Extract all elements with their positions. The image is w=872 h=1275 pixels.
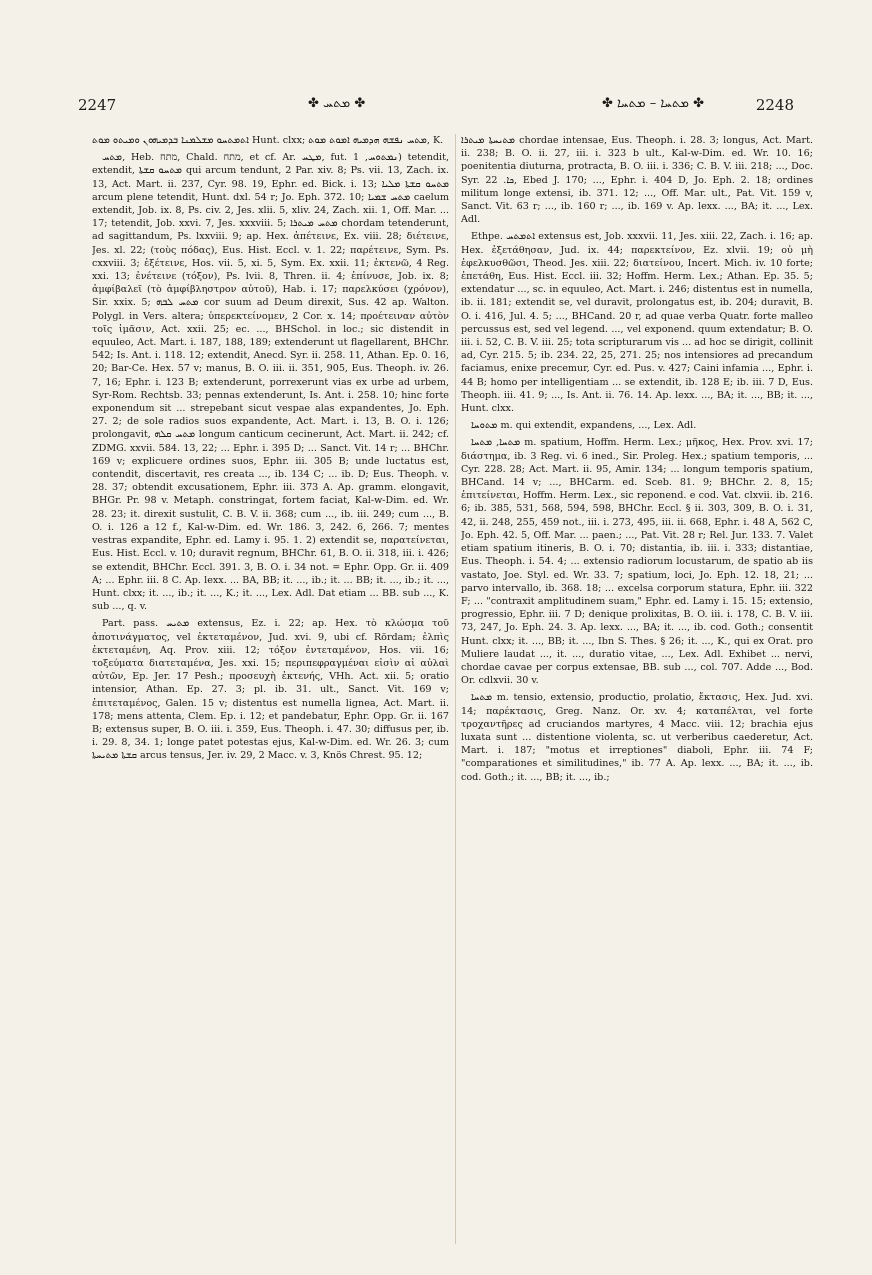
entry-paragraph: ܡܬܘܚܐ m. qui extendit, expandens, ..., Lex. Adl. [471, 420, 697, 432]
left-column [92, 134, 449, 1244]
entry-paragraph: ܡܬܝܚܬܐ ܡܝܬܪܐ chordae intensae, Eus. Theoph. i. 28. 3; longus, Act. Mart. ii. 238; B. O. ii. 27, iii. i. 323 b ult., Kal-w-Dim. ed. Wr. 10. 16; poenitentia diuturna, protracta, B. O. iii. i. 336; C. B. V. iii. 218; ..., Doc. Syr. ܟܐ. 22, Ebed J. 170; ..., Ephr. i. 404 D, Jo. Eph. 2. 18; ordines militum longe extensi, ib. 371. 12; ..., Off. Mar. ult., Pat. Vit. 159 v, Sanct. Vit. 63 r; ..., ib. 160 r; ..., ib. 169 v. Ap. lexx. ..., BA; it. ..., Lex. Adl. [461, 135, 813, 226]
entry-paragraph: ܡܬܚ, Heb. מתח, Chald. מתח, et cf. Ar. ܡܛܚ, fut. ܢܡܬܘܚ, 1) tetendit, extendit, ܡܬܚܘ ܩܫܬܐ qui arcum tendunt, 2 Par. xiv. 8; Ps. vii. 13, Zach. ix. 13, Act. Mart. ii. 237, Cyr. 98. 19, Ephr. ed. Bick. i. 13; ܡܬܚܘ ܩܫܬܐ ܡܠܝܐ arcum plene tetendit, Hunt. dxl. 54 r; Jo. Eph. 372. 10; ܡܬܚ ܫܡܝܐ caelum extendit, Job. ix. 8, Ps. civ. 2, Jes. xlii. 5, xliv. 24, Zach. xii. 1, Off. Mar. ... 17; tetendit, Job. xxvi. 7, Jes. xxxviii. 5; ܡܬܚ ܡܝܬܪܐ chordam tetenderunt, ad sagittandum, Ps. lxxviii. 9; ap. Hex. ἀπέτεινε, Ex. viii. 28; διέτεινε, Jes. xl. 22; (τοὺς πόδας), Eus. Hist. Eccl. v. 1. 22; παρέτεινε, Sym. Ps. cxxviii. 3; ἐξέτεινε, Hos. vii. 5, xi. 5, Sym. Ex. xxii. 11; ἐκτενῶ, 4 Reg. xxi. 13; ἐνέτεινε (τόξον), Ps. lvii. 8, Thren. ii. 4; ἐπίνυσε, Job. ix. 8; ἀμφίβαλεῖ (τὸ ἀμφίβληστρον αὐτοῦ), Hab. i. 17; παρελκύσει (χρόνον), Sir. xxix. 5; ܡܬܚ ܠܒܗ cor suum ad Deum direxit, Sus. 42 ap. Walton. Polygl. in Vers. altera; ὑπερεκτείνομεν, 2 Cor. x. 14; προέτειναν αὐτὸν τοῖς ἱμᾶσιν, Act. xxii. 25; ec. ..., BHSchol. in loc.; sic distendit in equuleo, Act. Mart. i. 187, 188, 189; extenderunt ut flagellarent, BHChr. 542; Is. Ant. i. 118. 12; extendit, Anecd. Syr. ii. 258. 11, Athan. Ep. 0. 16, 20; Bar-Ce. Hex. 57 v; manus, B. O. iii. ii. 351, 905, Eus. Theoph. iv. 26. 7, 16; Ephr. i. 123 B; extenderunt, porrexerunt vias ex urbe ad urbem, Syr-Rom. Rechtsb. 33; pennas extenderunt, Is. Ant. i. 258. 10; hinc forte exponendum sit ... strepebant sicut vespae alas expandentes, Jo. Eph. 27. 2; de sole radios suos expandente, Act. Mart. i. 13, B. O. i. 126; prolongavit, ܡܬܚ ܩܠܗ longum canticum cecinerunt, Act. Mart. ii. 242; cf. ZDMG. xxvii. 584. 13, 22; ... Ephr. i. 395 D; ... Sanct. Vit. 14 r; ... BHChr. 169 v; explicuere ordines suos, Ephr. iii. 305 B; unde luctatus est, contendit, discertavit, res creata ..., ib. 134 C; ... ib. D; Eus. Theoph. v. 28. 37; obtendit excusationem, Ephr. iii. 373 A. Ap. gramm. elongavit, BHGr. Pr. 98 v. Metaph. constringat, fortem faciat, Kal-w-Dim. ed. Wr. 28. 23; it. direxit sustulit, C. B. V. ii. 368; cum ..., ib. iii. 249; cum ..., B. O. i. 126 a 12 f., Kal-w-Dim. ed. Wr. 186. 3, 242. 6, 266. 7; mentes vestras expandite, Ephr. ed. Lamy i. 95. 1. 2) extendit se, παρατείνεται, Eus. Hist. Eccl. v. 10; duravit regnum, BHChr. 61, B. O. ii. 318, iii. i. 426; se extendit, BHChr. Eccl. 391. 3, B. O. i. 34 not. = Ephr. Opp. Gr. ii. 409 A; ... Ephr. iii. 8 C. Ap. lexx. ... BA, BB; it. ..., ib.; it. ... BB; it. ..., ib.; it. ..., Hunt. clxx; it. ..., ib.; it. ..., K.; it. ..., Lex. Adl. Dat etiam ... BB. sub ..., K. sub ..., q. v. [92, 152, 449, 613]
header-title-left: ✤ ܡܬܚ ✤ [308, 96, 366, 111]
running-header [78, 96, 794, 118]
header-title-right: ✤ ܡܬܚܐ – ܡܬܚܐ ✤ [601, 96, 704, 111]
entry-paragraph: ܐܬܡܬܚܘ ܡܫܠܡܢܐ ܒܕܡܝܗܘܢ ܘܡܝܬܘ ܡܘܬ Hunt. clxx; ܡܬܚ ܢܦܫܗ ܗܕܡܝܗ ܐܡܘܬ ܡܘܬ, K. [92, 135, 444, 146]
entry-paragraph: ܡܬܚܐ, ܡܬܚܐ m. spatium, Hoffm. Herm. Lex.; μῆκος, Hex. Prov. xvi. 17; διάστημα, ib. 3 Reg. vi. 6 ined., Sir. Proleg. Hex.; spatium temporis, ... Cyr. 228. 28; Act. Mart. ii. 95, Amir. 134; ... longum temporis spatium, BHCand. 14 v; ..., BHCarm. ed. Sceb. 81. 9; BHChr. 2. 8, 15; ἐπιτείνεται, Hoffm. Herm. Lex., sic reponend. e cod. Vat. clxvii. ib. 216. 6; ib. 385, 531, 568, 594, 598, BHChr. Eccl. § ii. 303, 309, B. O. i. 31, 42, ii. 248, 255, 459 not., iii. i. 273, 495, iii. ii. 668, Ephr. i. 48 A, 562 C, Jo. Eph. 42. 5, Off. Mar. ... paen.; ..., Pat. Vit. 28 r; Rel. Jur. 133. 7. Valet etiam spatium itineris, B. O. i. 70; distantia, ib. iii. i. 333; distantiae, Eus. Theoph. i. 54. 4; ... extensio radiorum locustarum, de spatio ab iis vastato, Joe. Styl. ed. Wr. 33. 7; spatium, loci, Jo. Eph. 12. 18, 21; ... parvo intervallo, ib. 368. 18; ... excelsa corporum statura, Ephr. iii. 322 F; ... "contraxit amplitudinem suam," Ephr. ed. Lamy i. 15. 15; extensio, progressio, Ephr. iii. 7 D; denique prolixitas, B. O. iii. i. 178, C. B. V. iii. 73, 247, Jo. Eph. 24. 3. Ap. lexx. ..., BA; it. ..., ib. cod. Goth.; consentit Hunt. clxx; it. ..., BB; it. ..., Ibn S. Thes. § 26; it. ..., K., qui ex Orat. pro Muliere laudat ..., it. ..., duratio vitae, ..., Lex. Adl. Exhibet ... nervi, chordae cavae per corpus extensae, BB. sub ..., col. 707. Adde ..., Bod. Or. cdlxvii. 30 v. [461, 437, 813, 687]
entry-paragraph: Ethpe. ܐܬܡܬܚ extensus est, Job. xxxvii. 11, Jes. xiii. 22, Zach. i. 16; ap. Hex. ἐξετάθησαν, Jud. ix. 44; παρεκτείνον, Ez. xlvii. 19; οὐ μὴ ἐφελκυσθῶσι, Theod. Jes. xiii. 22; διατείνου, Incert. Mich. iv. 10 forte; ἐπετάθη, Eus. Hist. Eccl. iii. 32; Hoffm. Herm. Lex.; Athan. Ep. 35. 5; extendatur ..., sc. in equuleo, Act. Mart. i. 246; distentus est in numella, ib. ii. 181; extendit se, vel duravit, prolongatus est, ib. 204; duravit, B. O. i. 416, Jul. 4. 5; ..., BHCand. 20 r, ad quae verba Quatr. forte malleo percussus est, sed vel legend. ..., vel exponend. quum extendatur; B. O. iii. i. 52, C. B. V. iii. 25; tota scripturarum vis ... ad hoc se dirigit, collinit ad, Cyr. 215. 5; ib. 234. 22, 25, 271. 25; nos intensiores ad precandum faciamus, enixe precemur, Cyr. ed. Pus. v. 427; Caini infamia ..., Ephr. i. 44 B; homo per intelligentiam ... se extendit, ib. 128 E; ib. iii. 7 D, Eus. Theoph. iii. 41. 9; ..., Is. Ant. ii. 76. 14. Ap. lexx. ..., BA; it. ..., BB; it. ..., Hunt. clxx. [461, 231, 813, 415]
page-number-left: 2247 [78, 96, 117, 114]
column-divider [455, 134, 456, 1244]
page-number-right: 2248 [755, 96, 794, 114]
entry-paragraph: ܡܬܚܐ m. tensio, extensio, productio, prolatio, ἔκτασις, Hex. Jud. xvi. 14; παρέκτασις, Greg. Nanz. Or. xv. 4; καταπέλται, vel forte τροχαντῆρες ad cruciandos martyres, 4 Macc. viii. 12; brachia ejus luxata sunt ... distentione violenta, sc. ut verberibus caederetur, Act. Mart. i. 187; "motus et irreptiones" diaboli, Ephr. iii. 74 F; "comparationes et similitudines," ib. 77 A. Ap. lexx. ..., BA; it. ..., ib. cod. Goth.; it. ..., BB; it. ..., ib.; [461, 692, 813, 783]
entry-paragraph: Part. pass. ܡܬܝܚ extensus, Ez. i. 22; ap. Hex. τὸ κλώσμα τοῦ ἀποτινάγματος, vel ἐκτεταμένον, Jud. xvi. 9, ubi cf. Rördam; ἐλπὶς ἐκτεταμένη, Aq. Prov. xiii. 12; τόξον ἐντεταμένον, Hos. vii. 16; τοξεύματα διατεταμένα, Jes. xxi. 15; περιπεφραγμέναι εἰσὶν αἱ αὐλαὶ αὐτῶν, Ep. Jer. 17 Pesh.; προσευχὴ ἐκτενής, VHh. Act. xii. 5; oratio intensior, Athan. Ep. 27. 3; pl. ib. 31. ult., Sanct. Vit. 169 v; ἐπιτεταμένος, Galen. 15 v; distentus est numella lignea, Act. Mart. ii. 178; mens attenta, Clem. Ep. i. 12; et pandebatur, Ephr. Opp. Gr. ii. 167 B; extensus super, B. O. iii. i. 359, Eus. Theoph. i. 47. 30; diffusus per, ib. i. 29. 8, 34. 1; longe patet potestas ejus, Kal-w-Dim. ed. Wr. 26. 3; cum ܩܫܬܐ ܡܬܝܚܬܐ arcus tensus, Jer. iv. 29, 2 Macc. v. 3, Knös Chrest. 95. 12; [92, 618, 449, 762]
right-column [461, 134, 813, 1244]
